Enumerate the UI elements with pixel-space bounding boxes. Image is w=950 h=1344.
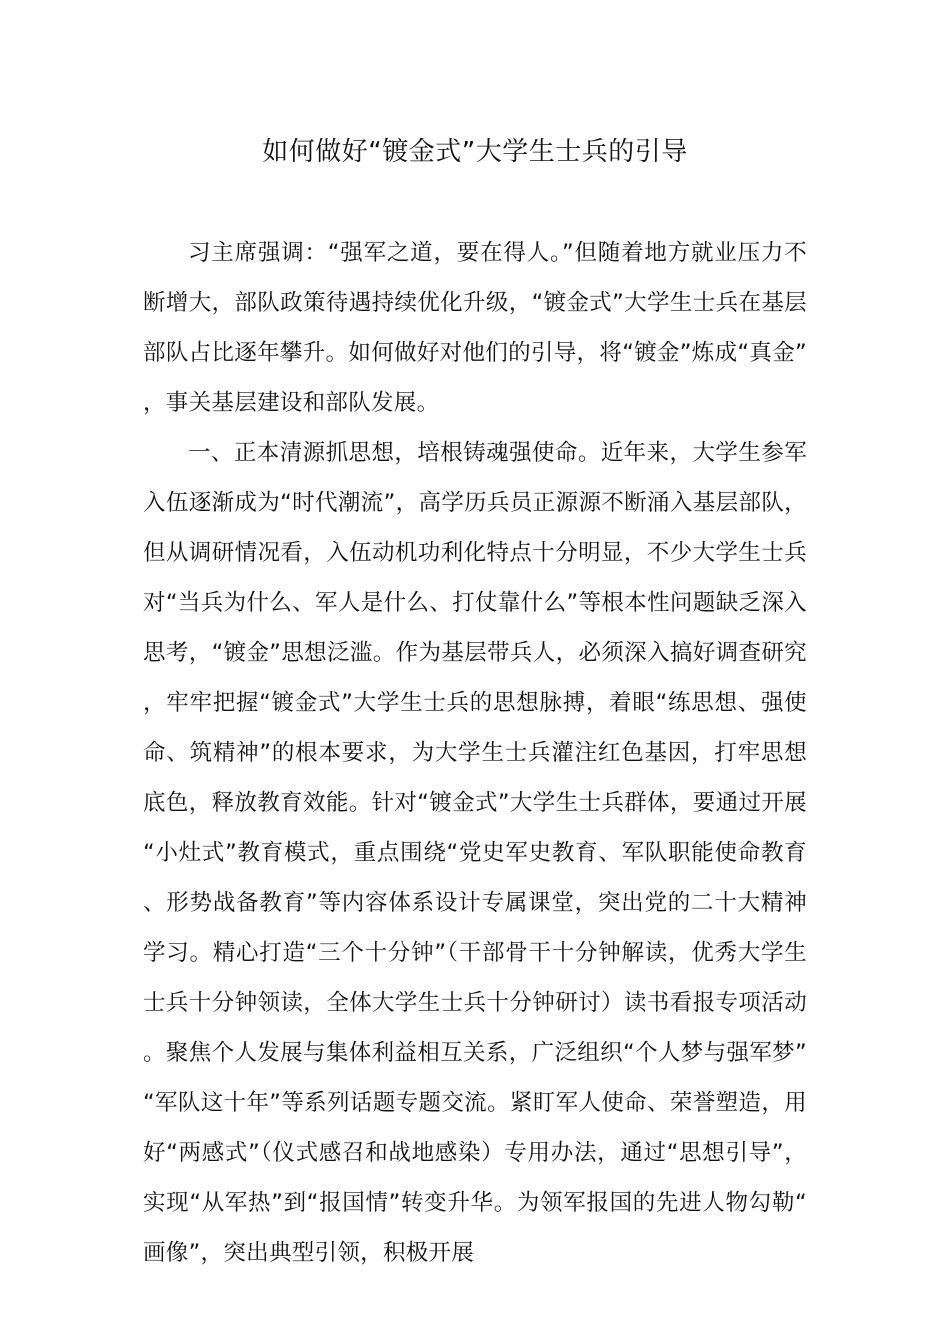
document-body [143, 228, 807, 1278]
document-title: 如何做好“镀金式”大学生士兵的引导 [262, 137, 688, 167]
paragraph-section-one: 一、正本清源抓思想，培根铸魂强使命。近年来，大学生参军入伍逐渐成为“时代潮流”，高学历兵员正源源不断涌入基层部队，但从调研情况看，入伍动机功利化特点十分明显，不少大学生士兵对“当兵为什么、军人是什么、打仗靠什么”等根本性问题缺乏深入思考，“镀金”思想泛滥。作为基层带兵人，必须深入搞好调查研究，牢牢把握“镀金式”大学生士兵的思想脉搏，着眼“练思想、强使命、筑精神”的根本要求，为大学生士兵灌注红色基因，打牢思想底色，释放教育效能。针对“镀金式”大学生士兵群体，要通过开展“小灶式”教育模式，重点围绕“党史军史教育、军队职能使命教育、形势战备教育”等内容体系设计专属课堂，突出党的二十大精神学习。精心打造“三个十分钟”（干部骨干十分钟解读，优秀大学生士兵十分钟领读，全体大学生士兵十分钟研讨）读书看报专项活动。聚焦个人发展与集体利益相互关系，广泛组织“个人梦与强军梦”“军队这十年”等系列话题专题交流。紧盯军人使命、荣誉塑造，用好“两感式”（仪式感召和战地感染）专用办法，通过“思想引导”，实现“从军热”到“报国情”转变升华。为领军报国的先进人物勾勒“画像”，突出典型引领，积极开展 [143, 440, 807, 1266]
paragraph-intro: 习主席强调：“强军之道，要在得人。”但随着地方就业压力不断增大，部队政策待遇持续优化升级，“镀金式”大学生士兵在基层部队占比逐年攀升。如何做好对他们的引导，将“镀金”炼成“真金”，事关基层建设和部队发展。 [143, 240, 807, 416]
